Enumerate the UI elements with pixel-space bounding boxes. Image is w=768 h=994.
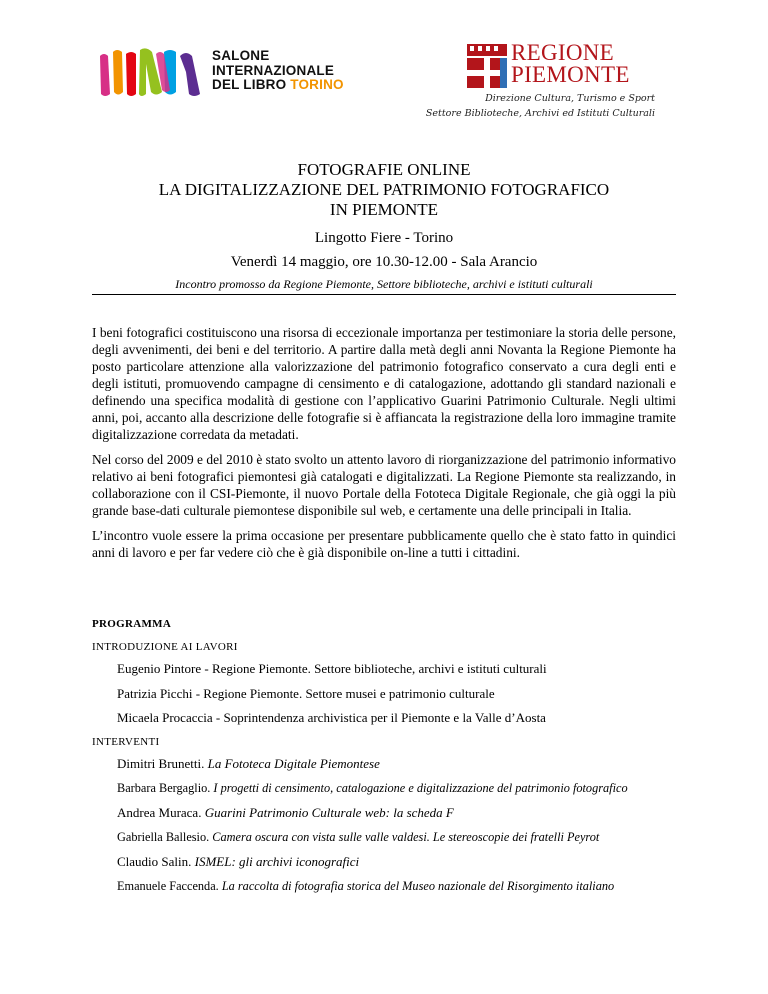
intro-heading: INTRODUZIONE AI LAVORI xyxy=(92,641,238,653)
event-date: Venerdì 14 maggio, ore 10.30-12.00 - Sala Arancio xyxy=(230,254,538,270)
title-line2: LA DIGITALIZZAZIONE DEL PATRIMONIO FOTOGRAFICO xyxy=(158,180,610,199)
intro-item: Eugenio Pintore - Regione Piemonte. Settore biblioteche, archivi e istituti culturali xyxy=(117,661,547,676)
event-promoter: Incontro promosso da Regione Piemonte, Settore biblioteche, archivi e istituti culturali xyxy=(175,277,593,291)
talk-title: I progetti di censimento, catalogazione e digitalizzazione del patrimonio fotografico xyxy=(213,781,628,795)
talk-item xyxy=(92,754,692,779)
department-info xyxy=(426,92,655,121)
title-line1: FOTOGRAFIE ONLINE xyxy=(297,160,471,179)
talk-title: Camera oscura con vista sulle valle valdesi. Le stereoscopie dei fratelli Peyrot xyxy=(212,830,600,844)
talk-title: ISMEL: gli archivi iconografici xyxy=(194,853,360,869)
description-paragraph-2: Nel corso del 2009 e del 2010 è stato svolto un attento lavoro di riorganizzazione del patrimonio informativo relativo ai beni fotografici piemontesi già catalogati e digitalizzati. La Regione Piemonte sta realizzando, in collaborazione con il CSI-Piemonte, il nuovo Portale della Fototeca Digitale Regionale, che già oggi la più grande base-dati culturale piemontese disponibile sul web, e certamente una delle principali in Italia. xyxy=(92,452,676,518)
salone-logo-line3 xyxy=(212,78,344,93)
talk-speaker: Claudio Salin. xyxy=(117,853,192,869)
regione-piemonte-logo xyxy=(467,40,630,88)
talk-item xyxy=(92,803,692,828)
regione-logo-line1: REGIONE xyxy=(511,40,615,65)
salone-logo-text xyxy=(212,49,344,93)
talk-speaker: Barbara Bergaglio. xyxy=(117,781,211,795)
department-line1: Direzione Cultura, Turismo e Sport xyxy=(485,93,655,104)
title-divider xyxy=(92,294,676,295)
salone-libro-logo xyxy=(96,42,346,98)
description-paragraph-1: I beni fotografici costituiscono una risorsa di eccezionale importanza per testimoniare la storia delle persone, degli avvenimenti, dei beni e del territorio. A partire dalla metà degli anni Novanta la Regione Piemonte ha posto particolare attenzione alla valorizzazione del patrimonio fotografico conservato a cura degli enti e degli istituti, promuovendo campagne di censimento e di catalogazione, adottando gli standard nazionali e definendo una specifica modalità di gestione con l’applicativo Guarini Patrimonio Culturale. Negli ultimi anni, poi, accanto alla descrizione delle fotografie si è affiancata la registrazione della loro immagine tramite digitalizzazione corredata da metadati. xyxy=(92,325,676,442)
program-heading: PROGRAMMA xyxy=(92,618,172,630)
talk-speaker: Andrea Muraca. xyxy=(117,804,202,820)
talk-item xyxy=(92,778,692,803)
intro-item: Micaela Procaccia - Soprintendenza archivistica per il Piemonte e la Valle d’Aosta xyxy=(117,710,546,725)
department-line2: Settore Biblioteche, Archivi ed Istituti Culturali xyxy=(425,107,655,119)
salone-brush-strokes-icon xyxy=(96,42,206,98)
event-title xyxy=(92,160,676,220)
talk-speaker: Gabriella Ballesio. xyxy=(117,830,210,844)
talk-item xyxy=(92,876,692,901)
regione-logo-text xyxy=(511,42,630,86)
regione-logo-line2: PIEMONTE xyxy=(511,62,630,87)
talk-item xyxy=(92,852,692,877)
talk-title: Guarini Patrimonio Culturale web: la scheda F xyxy=(204,804,454,820)
salone-logo-torino: TORINO xyxy=(290,77,344,92)
event-description xyxy=(92,324,676,569)
talk-title: La raccolta di fotografia storica del Museo nazionale del Risorgimento italiano xyxy=(221,879,615,893)
talk-item xyxy=(92,827,692,852)
event-venue: Lingotto Fiere - Torino xyxy=(314,230,454,246)
regione-shield-icon xyxy=(467,44,507,88)
intro-item: Patrizia Picchi - Regione Piemonte. Settore musei e patrimonio culturale xyxy=(117,685,495,701)
talk-speaker: Dimitri Brunetti. xyxy=(117,755,205,771)
title-line3: IN PIEMONTE xyxy=(329,200,439,219)
salone-logo-line1: SALONE xyxy=(212,48,270,63)
talks-heading: INTERVENTI xyxy=(92,735,160,748)
talk-title: La Fototeca Digitale Piemontese xyxy=(207,755,380,771)
program-section xyxy=(92,614,692,901)
talk-speaker: Emanuele Faccenda. xyxy=(117,879,219,893)
salone-logo-line2: INTERNAZIONALE xyxy=(212,62,335,78)
description-paragraph-3: L’incontro vuole essere la prima occasione per presentare pubblicamente quello che è stato fatto in quindici anni di lavoro e per far vedere ciò che è già disponibile on-line a tutti i cittadini. xyxy=(92,528,676,560)
salone-logo-del-libro: DEL LIBRO xyxy=(212,77,287,92)
